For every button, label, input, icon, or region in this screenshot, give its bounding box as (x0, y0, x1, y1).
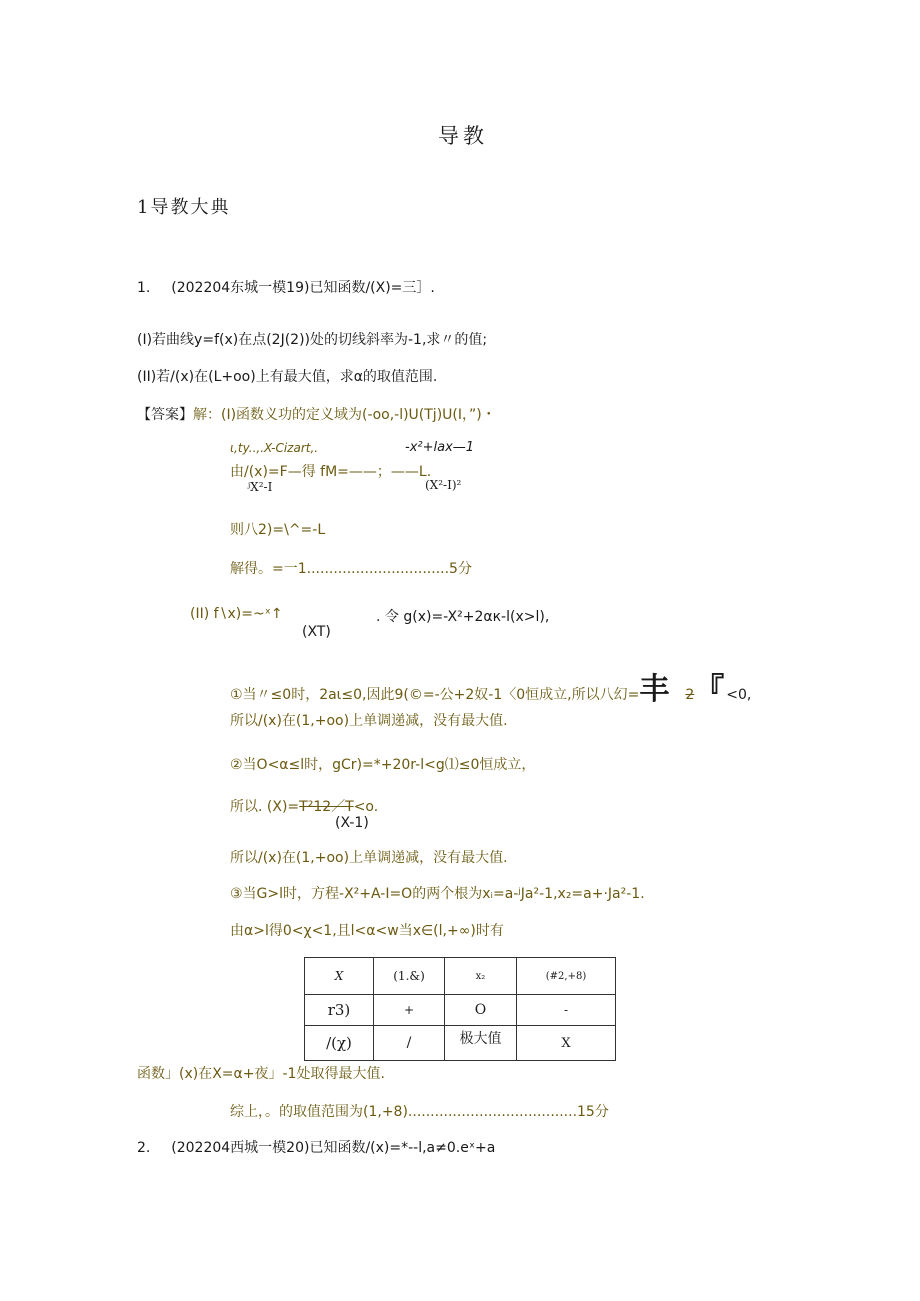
case-2-line: ②当O<α≤l时，gCr)=*+20r-l<g⑴≤0恒成立， (230, 757, 536, 773)
table-cell: O (445, 995, 517, 1026)
case-2-denominator: (X-1) (335, 815, 369, 831)
problem-1 (137, 277, 435, 297)
table-cell: (#2,+8) (517, 958, 616, 995)
case-3-next: 由α>l得0<χ<1,且l<α<w当x∈(l,+∞)时有 (230, 923, 504, 939)
table-cell: 极大值 (445, 1026, 517, 1061)
case-2-struck: T²12／T (299, 799, 354, 815)
part-2-substitution: . 令 g(x)=-X²+2αк-l(x>l), (376, 609, 550, 625)
part-2-derivative: (II) f∖x)=~ˣ↑ (190, 606, 283, 622)
answer-label: 【答案】 (137, 407, 193, 423)
case-1-glyph-c: 『 (694, 672, 727, 707)
case-1-end: <0, (726, 687, 752, 703)
problem-1-number: 1. (137, 280, 151, 296)
summary-line: 综上，。的取值范围为(1,+8)......................................15分 (230, 1104, 609, 1120)
table-cell: + (374, 995, 445, 1026)
table-cell: X (305, 958, 374, 995)
page-title: 导教 (438, 124, 488, 148)
problem-2 (137, 1137, 495, 1157)
case-1-glyph-b: 2 (685, 687, 695, 703)
case-1-text: ①当〃≤0时，2aι≤0,因此9(©=-公+2奴-1〈0恒成立,所以八幻= (230, 687, 640, 703)
case-2-suffix: <o. (353, 799, 379, 815)
problem-2-statement: (202204西城一模20)已知函数/(x)=*--l,a≠0.eˣ+a (171, 1140, 496, 1156)
then-line: 则八2)=\^=-L (230, 522, 326, 538)
part-2-denominator: (XT) (302, 624, 331, 640)
table-row (305, 1026, 616, 1061)
derivative-line: 由/(x)=F—得 fM=——；——L. (230, 464, 432, 480)
table-row (305, 958, 616, 995)
case-2-conclusion: 所以/(x)在(1,+oo)上单调递减，没有最大值. (230, 850, 508, 866)
case-2-prefix: 所以. (X)= (230, 799, 300, 815)
sign-table (304, 957, 616, 1061)
case-2-derivative (230, 796, 378, 816)
fraction-top-left: ι,ty..,.X-Cizart,. (230, 441, 319, 455)
solve-line: 解得。=一1................................5分 (230, 561, 472, 577)
table-cell: x₂ (445, 958, 517, 995)
table-cell: X (517, 1026, 616, 1061)
answer-intro-text: 解：(I)函数义功的定义域为(-oo,-l)U(Tj)U(I，”)・ (193, 407, 496, 423)
table-cell: (1.&) (374, 958, 445, 995)
table-cell: - (517, 995, 616, 1026)
fraction-bottom-right: (X²-I)² (425, 478, 462, 492)
case-1-glyph-a: 丰 (639, 672, 672, 707)
section-heading: 1导教大典 (137, 197, 231, 218)
table-cell: / (374, 1026, 445, 1061)
case-1-line (230, 664, 751, 708)
fraction-top-right: -x²+lax—1 (405, 440, 475, 455)
problem-1-part-1: (I)若曲线y=f(x)在点(2J(2))处的切线斜率为-1,求〃的值; (137, 332, 488, 348)
case-3-line: ③当G>l时，方程-X²+A-I=O的两个根为xᵢ=a-ʲJa²-1,x₂=a+·Ja²-1. (230, 886, 645, 902)
answer-intro (137, 404, 496, 424)
table-row (305, 995, 616, 1026)
problem-2-number: 2. (137, 1140, 151, 1156)
table-cell: r3) (305, 995, 374, 1026)
table-cell: /(χ) (305, 1026, 374, 1061)
problem-1-part-2: (II)若/(x)在(L+oo)上有最大值，求α的取值范围. (137, 369, 438, 385)
problem-1-statement: (202204东城一模19)已知函数/(X)=三］. (171, 280, 435, 296)
case-1-conclusion: 所以/(x)在(1,+oo)上单调递减，没有最大值. (230, 713, 508, 729)
max-value-line: 函数」(x)在X=α+夜」-1处取得最大值. (137, 1066, 385, 1082)
fraction-bottom-left: ʲX²-I (247, 480, 273, 494)
